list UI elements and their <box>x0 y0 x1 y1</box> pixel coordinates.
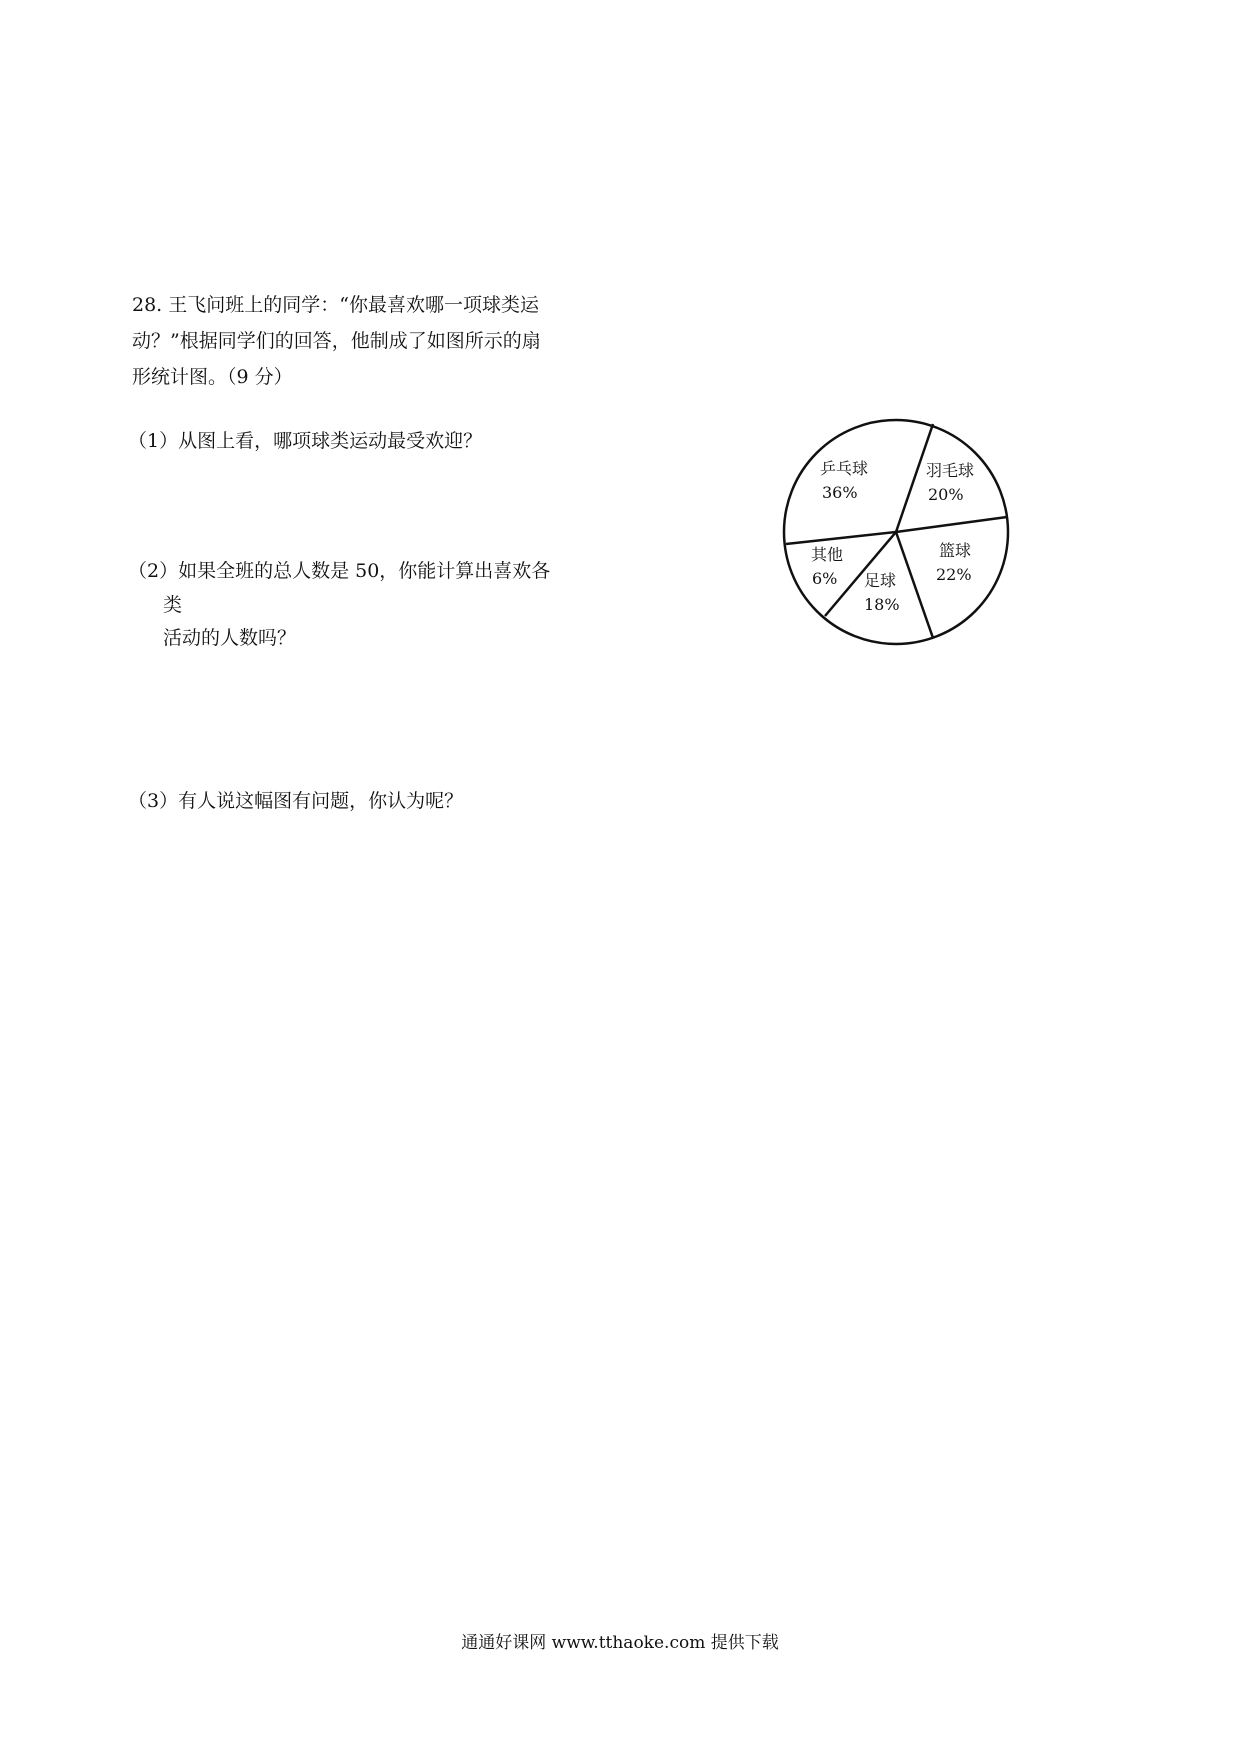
slice-label-badminton: 羽毛球 <box>926 461 975 480</box>
footer-text: 通通好课网 www.tthaoke.com 提供下载 <box>461 1633 779 1653</box>
slice-pct-pingpong: 36% <box>822 483 858 502</box>
slice-pct-football: 18% <box>864 595 900 614</box>
slice-pct-other: 6% <box>812 569 838 588</box>
question-line-2: 动？”根据同学们的回答，他制成了如图所示的扇 <box>132 330 541 352</box>
sub-question-2-line-3: 活动的人数吗？ <box>163 627 297 649</box>
sub-question-3: （3）有人说这幅图有问题，你认为呢？ <box>128 790 464 812</box>
sub-question-2-line-2: 类 <box>163 594 183 616</box>
question-line-3: 形统计图。（9 分） <box>132 366 293 388</box>
pie-chart <box>780 410 1020 650</box>
question-line-1: 28. 王飞问班上的同学：“你最喜欢哪一项球类运 <box>132 294 539 316</box>
slice-label-pingpong: 乒乓球 <box>820 459 869 478</box>
slice-pct-badminton: 20% <box>928 485 964 504</box>
slice-pct-basketball: 22% <box>936 565 972 584</box>
sub-question-2-line-1: （2）如果全班的总人数是 50，你能计算出喜欢各 <box>128 560 551 582</box>
slice-label-basketball: 篮球 <box>939 541 972 560</box>
slice-label-other: 其他 <box>811 545 844 564</box>
sub-question-1: （1）从图上看，哪项球类运动最受欢迎？ <box>128 430 483 452</box>
slice-label-football: 足球 <box>864 571 897 590</box>
